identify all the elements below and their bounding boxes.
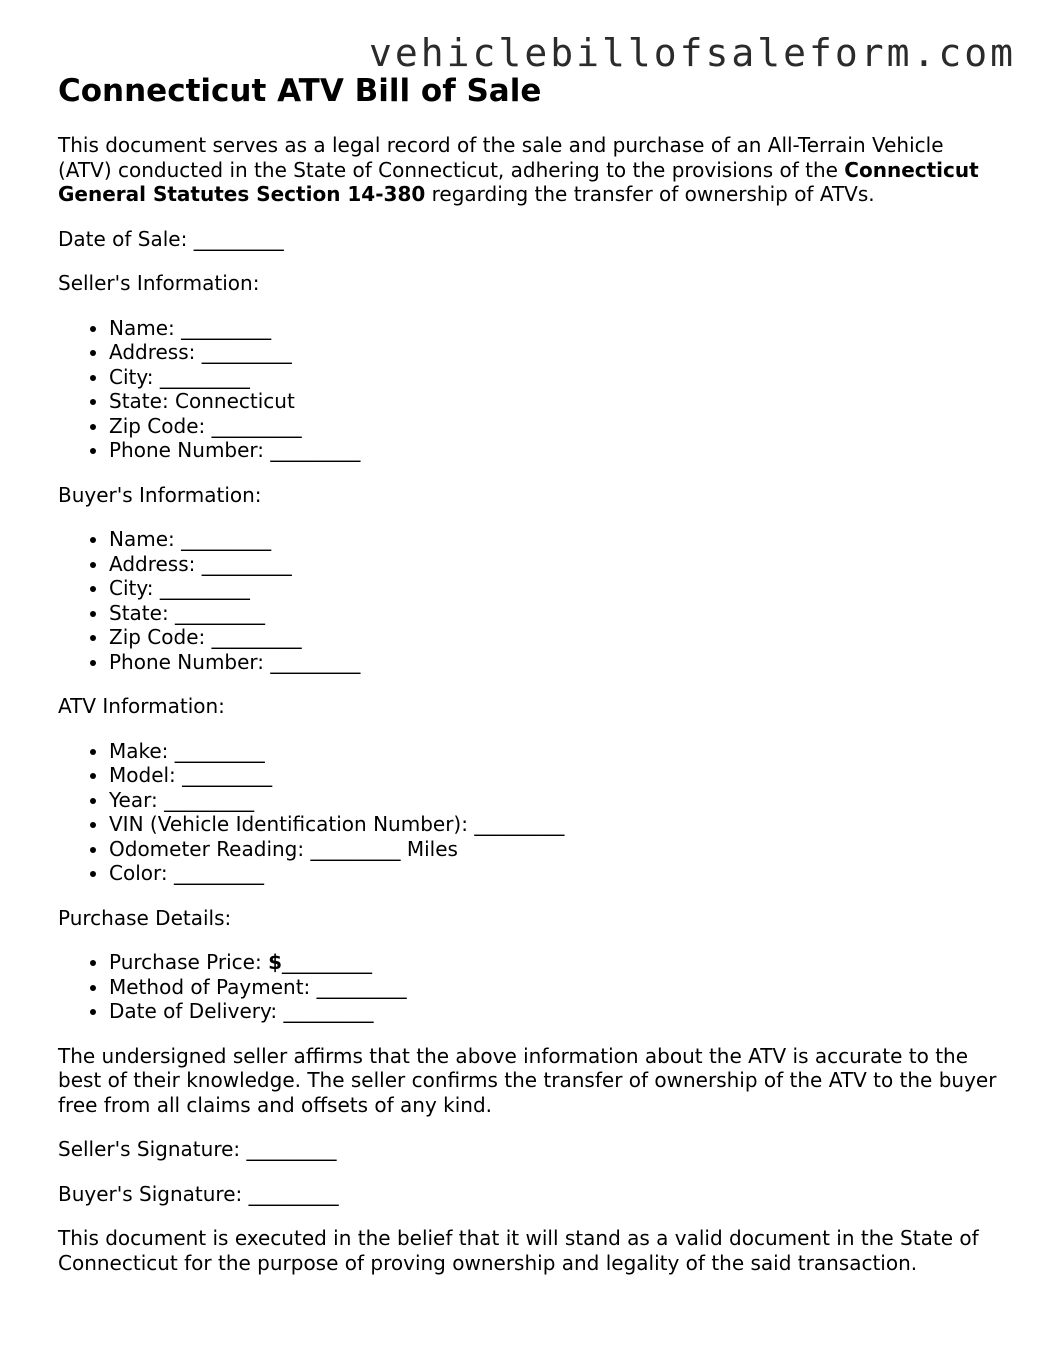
atv-year-field[interactable]: _________ [164,787,255,812]
seller-zip-field[interactable]: _________ [211,413,302,438]
atv-odometer-field[interactable]: _________ [310,836,401,861]
seller-heading: Seller's Information: [58,271,260,295]
purchase-details-list [58,950,998,1024]
date-of-sale [58,227,998,252]
buyer-name-label: Name: [109,527,182,551]
list-item [109,552,998,577]
atv-year-label: Year: [109,787,165,812]
list-item [109,389,998,414]
list-item [109,999,998,1024]
seller-signature-field[interactable]: _________ [246,1137,337,1161]
seller-state-label: State: [109,389,176,413]
seller-signature [58,1137,998,1162]
list-item [109,650,998,675]
document-title: Connecticut ATV Bill of Sale [58,73,542,109]
buyer-zip-label: Zip Code: [109,625,212,649]
intro-text-end: regarding the transfer of ownership of ATVs. [425,182,875,206]
purchase-price-field[interactable]: _________ [281,950,372,974]
buyer-address-label: Address: [109,551,202,576]
buyer-phone-label: Phone Number: [109,649,271,674]
list-item [109,365,998,390]
seller-info-list [58,316,998,463]
atv-vin-field[interactable]: _________ [474,812,565,836]
atv-make-field[interactable]: _________ [174,738,265,763]
buyer-name-field[interactable]: _________ [181,527,272,551]
seller-address-field[interactable]: _________ [201,340,292,364]
atv-model-field[interactable]: _________ [182,763,273,787]
buyer-city-field[interactable]: _________ [159,576,250,600]
list-item [109,950,998,975]
seller-phone-label: Phone Number: [109,438,271,462]
atv-vin-label: VIN (Vehicle Identification Number): [109,812,475,836]
payment-method-label: Method of Payment: [109,974,317,999]
list-item [109,788,998,813]
list-item [109,316,998,341]
list-item [109,438,998,463]
list-item [109,576,998,601]
purchase-price-label: Purchase Price: [109,950,269,974]
buyer-city-label: City: [109,576,160,600]
seller-signature-label: Seller's Signature: [58,1137,247,1161]
date-of-sale-field[interactable]: _________ [193,226,284,251]
list-item [109,414,998,439]
seller-phone-field[interactable]: _________ [270,438,361,462]
buyer-state-field[interactable]: _________ [175,600,266,625]
atv-model-label: Model: [109,763,183,787]
list-item [109,340,998,365]
list-item [109,763,998,788]
buyer-heading: Buyer's Information: [58,482,262,507]
statute-reference: Connecticut General Statutes Section 14-380 [58,157,979,206]
purchase-heading: Purchase Details: [58,905,232,930]
closing-paragraph: This document is executed in the belief that it will stand as a valid document in the State of Connecticut for the purpose of proving ownership and legality of the said transaction. [58,1226,979,1275]
list-item [109,837,998,862]
seller-city-field[interactable]: _________ [159,364,250,389]
atv-make-label: Make: [109,738,175,763]
document-page [58,72,998,1295]
atv-odometer-unit: Miles [400,836,458,861]
date-of-sale-label: Date of Sale: [58,226,194,251]
list-item [109,625,998,650]
intro-text: This document serves as a legal record of the sale and purchase of an All-Terrain Vehicle (ATV) conducted in the State of Connecticut, adhering to the provisions of the [58,133,944,182]
watermark-text: vehiclebillofsaleform.com [369,31,1016,75]
seller-zip-label: Zip Code: [109,413,212,438]
list-item [109,975,998,1000]
delivery-date-label: Date of Delivery: [109,999,284,1023]
seller-state-value: Connecticut [175,389,295,413]
delivery-date-field[interactable]: _________ [283,999,374,1023]
atv-odometer-label: Odometer Reading: [109,836,311,861]
atv-heading: ATV Information: [58,694,225,718]
buyer-signature-field[interactable]: _________ [248,1181,339,1206]
atv-color-field[interactable]: _________ [173,861,264,885]
buyer-signature [58,1182,998,1207]
buyer-phone-field[interactable]: _________ [270,649,361,674]
atv-info-list [58,739,998,886]
buyer-zip-field[interactable]: _________ [211,625,302,649]
seller-address-label: Address: [109,340,202,364]
list-item [109,861,998,886]
atv-color-label: Color: [109,861,174,885]
seller-name-label: Name: [109,315,182,340]
list-item [109,527,998,552]
currency-symbol: $ [268,950,282,974]
payment-method-field[interactable]: _________ [316,974,407,999]
seller-name-field[interactable]: _________ [181,315,272,340]
buyer-address-field[interactable]: _________ [201,551,292,576]
list-item [109,739,998,764]
buyer-signature-label: Buyer's Signature: [58,1181,249,1206]
seller-city-label: City: [109,364,160,389]
intro-paragraph [58,133,998,207]
list-item [109,812,998,837]
list-item [109,601,998,626]
buyer-state-label: State: [109,600,176,625]
affirmation-paragraph: The undersigned seller affirms that the above information about the ATV is accurate to the best of their knowledge. The seller confirms the transfer of ownership of the ATV to the buyer free from all claims and offsets of any kind. [58,1043,997,1117]
buyer-info-list [58,527,998,674]
